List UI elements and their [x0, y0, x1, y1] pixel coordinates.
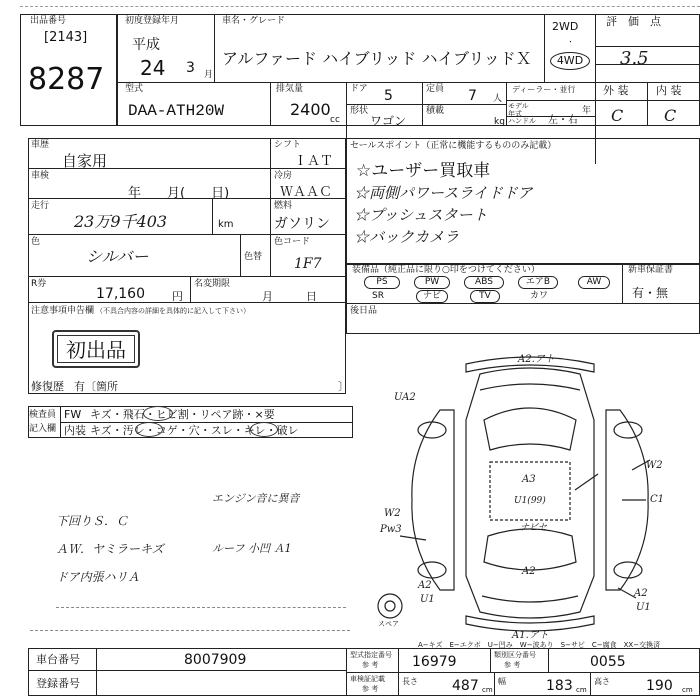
warranty-label: 新車保証書 — [628, 265, 674, 275]
mark-right-side: C1 — [650, 494, 665, 505]
reg-year: 24 — [140, 56, 166, 80]
ac-label: 冷房 — [274, 171, 293, 181]
remark-aw-mirror: ＡＷ．ヤミラーキズ — [56, 542, 164, 556]
mark-rear-a2: A2 — [522, 566, 536, 577]
drive-4wd — [550, 52, 590, 70]
class-sub: 参 考 — [504, 661, 521, 669]
year-unit: 年 — [582, 106, 592, 116]
score-label: 評 価 点 — [606, 15, 661, 28]
drive-4wd-text: 4WD — [556, 54, 584, 67]
first-listing-stamp — [52, 330, 140, 368]
kg-unit: kg — [494, 117, 505, 127]
equip-ps-text: PS — [376, 277, 388, 287]
remark-undercarriage: 下回りＳ．Ｃ — [56, 514, 129, 528]
notes-sub-label: （不具合内容の詳細を具体的に記入して下さい） — [96, 307, 250, 315]
drive-2wd: 2WD — [552, 20, 579, 33]
warranty: 有・無 — [632, 286, 669, 300]
displacement: 2400 — [290, 100, 331, 119]
equip-abs-text: ABS — [475, 277, 493, 287]
remark-door-trim: ドア内張ハリＡ — [56, 570, 140, 584]
height: 190 — [646, 678, 673, 694]
transfer-label: 名変期限 — [194, 279, 231, 289]
height-label: 高さ — [594, 677, 610, 686]
ext-prefix: FW — [64, 408, 82, 421]
load-label: 積載 — [426, 106, 445, 116]
aftermarket-label: 後日品 — [350, 306, 378, 316]
type-spec-sub: 参 考 — [362, 661, 379, 669]
color-code: 1F7 — [294, 256, 322, 272]
equip-pw — [414, 276, 450, 289]
cc-unit: cc — [330, 115, 340, 125]
recycle-label: R券 — [31, 279, 47, 289]
yen-unit: 円 — [172, 290, 183, 303]
repair-value: 有〔箇所 — [74, 380, 118, 393]
era: 平成 — [132, 37, 160, 53]
car-body-outline — [466, 368, 594, 618]
repair-close: 〕 — [338, 380, 349, 393]
wheel-front-left — [418, 422, 446, 438]
lot-label: 出品番号 — [30, 16, 67, 26]
exterior-label: 外 装 — [603, 84, 629, 97]
sales-point-2: ☆プッシュスタート — [354, 206, 488, 224]
equipment-label: 装備品（純正品に限り○印をつけてください） — [352, 265, 540, 275]
type-spec: 16979 — [412, 654, 457, 670]
km-unit: km — [218, 219, 234, 230]
class-number: 0055 — [590, 654, 626, 670]
handle: 左・右 — [548, 115, 578, 126]
transfer-date: 月 日 — [262, 290, 317, 303]
width-unit: cm — [576, 686, 587, 694]
shift-label: シフト — [274, 140, 302, 150]
mark-navi: ナビセ — [520, 523, 548, 533]
mark-rear-right-u1: U1 — [636, 602, 651, 613]
sales-point-1: ☆両側パワースライドドア — [354, 184, 533, 202]
equip-ps — [364, 276, 400, 289]
fuel: ガソリン — [274, 216, 330, 232]
model-label: 型式 — [125, 84, 144, 94]
mark-rear-right-a2: A2 — [634, 588, 648, 599]
spare-label: スペア — [378, 620, 399, 628]
ext-items: キズ・飛石・ヒビ割・リペア跡・×要 — [90, 408, 275, 421]
class-label: 類別区分番号 — [494, 651, 536, 659]
model-code: DAA-ATH20W — [128, 102, 225, 120]
sales-point-3: ☆バックカメラ — [354, 228, 460, 246]
first-reg-label: 初度登録年月 — [125, 16, 180, 26]
equip-navi-text: ナビ — [422, 291, 441, 301]
equip-airbag-text: エアB — [525, 277, 551, 287]
length-label: 長さ — [402, 677, 418, 686]
sales-label: セールスポイント（正常に機能するもののみ記載） — [350, 141, 557, 151]
car-hood — [480, 384, 580, 390]
equip-tv-text: TV — [479, 291, 491, 301]
capacity: 7 — [468, 88, 477, 104]
car-name: アルファード ハイブリッド ハイブリッドＸ — [222, 49, 532, 68]
mark-roof-a3: A3 — [522, 474, 536, 485]
remark-roof: ルーフ 小凹 Ａ1 — [212, 542, 292, 555]
reg-no-label: 登録番号 — [36, 677, 80, 690]
dealer-label: ディーラー・並行 — [512, 85, 576, 94]
lot-number: 8287 — [28, 62, 105, 97]
mark-front-bumper: A2.アト — [518, 354, 555, 365]
width: 183 — [546, 678, 573, 694]
spare-tire — [378, 594, 402, 618]
chassis-label: 車台番号 — [36, 653, 80, 666]
type-spec-label: 型式指定番号 — [350, 651, 392, 659]
month-unit: 月 — [204, 70, 214, 80]
score: 3.5 — [620, 48, 649, 69]
circle-sure — [250, 422, 278, 437]
damage-legend: A−キズ E−エクボ U−凹み W−波あり S−サビ C−腐食 XX−交換済 — [418, 641, 661, 649]
equip-sr: SR — [372, 291, 384, 301]
person-unit: 人 — [493, 94, 503, 104]
int-prefix: 内装 — [64, 424, 86, 437]
ac: ＷＡＡＣ — [280, 185, 333, 200]
equip-abs — [464, 276, 504, 289]
equip-navi — [416, 290, 448, 303]
displacement-label: 排気量 — [276, 84, 304, 94]
color-change-label: 色替 — [244, 252, 263, 262]
width-label: 幅 — [498, 677, 506, 686]
doors: 5 — [384, 88, 393, 104]
handle-label: ハンドル — [508, 117, 536, 125]
length: 487 — [452, 678, 479, 694]
size-sub: 参 考 — [362, 685, 379, 693]
auction-sheet: 出品番号 [2143] 8287 初度登録年月 平成 24 3 月 車名・グレード アルファード ハイブリッド ハイブリッドＸ 2WD ・ 4WD 評 価 点 3.5 外 装 内 装 C C 型式 DAA-ATH20W 排気量 2400 cc ドア 5 定員 7 人 形状 ワゴン 積載 kg ディーラー・並行 モデル年式 年 ハンドル 左・右 車歴 自家用 車検 年 月( 日) 走行 23万9千403 km 色 シルバー 色替 シフト ＩＡＴ 冷房 ＷＡＡＣ 燃料 ガソリン 色コード 1F7 R券 17,160 円 名変期限 月 日 注意事項申告欄 （不具合内容の詳細を具体的に記入して下さい） 初出品 修復歴 有〔箇所 〕 セールスポイント（正常に機能するもののみ記載） ☆ユーザー買取車 ☆両側パワースライドドア ☆プッシュスタート ☆バックカメラ 装備品（純正品に限り○印をつけてください） 新車保証書 有・無 PS PW ABS エアB AW SR ナビ TV カワ 後日品 検査員 記入欄 FW キズ・飛石・ヒビ割・リペア跡・×要 内装 キズ・汚レ・コゲ・穴・スレ・キレ・破レ 下回りＳ．Ｃ ＡＷ．ヤミラーキズ ドア内張ハリＡ エンジン音に異音 ルーフ 小凹 Ａ1 A2.アト UA2 W2 C1 A3 U1(99) ナビセ W2 Pw3 A2 A2 U1 A2 U1 A1.アト スペア A−キズ E−エクボ U−凹み W−波あり S−サビ C−腐食 XX−交換済 車台番号 8007909 登録番号 型式指定番号 参 考 16979 類別区分番号 参 考 0055 車検証記載 参 考 長さ 487 cm 幅 183 cm 高さ 190 cm — [0, 0, 700, 700]
length-unit: cm — [482, 686, 493, 694]
aftermarket-box — [346, 304, 700, 334]
equip-leather: カワ — [530, 291, 549, 301]
int-items: キズ・汚レ・コゲ・穴・スレ・キレ・破レ — [90, 424, 299, 437]
usage-label: 車歴 — [31, 140, 50, 150]
mark-front-left: UA2 — [394, 392, 416, 403]
equip-pw-text: PW — [424, 277, 440, 287]
circle-kitanai — [135, 422, 163, 437]
car-name-label: 車名・グレード — [222, 16, 286, 26]
mark-left-pw3: Pw3 — [380, 524, 402, 535]
color: シルバー — [86, 247, 149, 266]
mileage: 23万9千403 — [74, 212, 168, 231]
interior-grade: C — [664, 106, 677, 125]
repair-label: 修復歴 — [31, 380, 64, 393]
color-code-label: 色コード — [274, 237, 311, 247]
shape: ワゴン — [370, 114, 407, 128]
stamp-text: 初出品 — [57, 335, 135, 363]
size-label: 車検証記載 — [350, 675, 385, 683]
car-rear-window — [484, 529, 576, 570]
inspection-value: 年 月( 日) — [128, 186, 230, 201]
model-year-label: モデル年式 — [508, 102, 529, 118]
fuel-label: 燃料 — [274, 201, 293, 211]
stock-number: [2143] — [44, 30, 88, 45]
equip-tv — [470, 290, 500, 303]
car-windshield — [484, 408, 576, 450]
interior-label: 内 装 — [656, 84, 682, 97]
wheel-rear-right — [614, 562, 642, 578]
equip-aw-text: AW — [586, 277, 602, 287]
remark-engine: エンジン音に異音 — [212, 492, 300, 505]
shift: ＩＡＴ — [294, 154, 334, 169]
exterior-grade: C — [611, 106, 624, 125]
inspection-label: 車検 — [31, 171, 50, 181]
chassis-number: 8007909 — [184, 652, 247, 668]
mark-rear-bumper: A1.アト — [512, 630, 549, 641]
reg-month: 3 — [186, 60, 195, 76]
inspector-label-1: 検査員 — [29, 410, 57, 420]
mileage-label: 走行 — [31, 201, 50, 211]
wheel-rear-left — [418, 562, 446, 578]
car-left-side — [412, 410, 454, 590]
mark-left-w2: W2 — [384, 508, 401, 519]
inspector-label-2: 記入欄 — [29, 424, 57, 434]
recycle-fee: 17,160 — [96, 286, 145, 302]
mark-roof-u1: U1(99) — [514, 496, 546, 506]
height-unit: cm — [682, 686, 693, 694]
color-label: 色 — [31, 237, 41, 247]
car-trunk — [482, 596, 578, 602]
circle-tobi — [143, 406, 173, 421]
equip-airbag — [518, 276, 558, 289]
shape-label: 形状 — [350, 106, 369, 116]
equip-aw — [578, 276, 610, 289]
mark-rear-left-a2: A2 — [418, 580, 432, 591]
car-roof — [490, 462, 570, 520]
wheel-front-right — [614, 422, 642, 438]
sales-headline: ☆ユーザー買取車 — [356, 161, 491, 181]
notes-label: 注意事項申告欄 — [31, 306, 95, 316]
mark-rear-left-u1: U1 — [420, 594, 435, 605]
mark-right-front: W2 — [646, 460, 663, 471]
usage: 自家用 — [62, 152, 108, 170]
capacity-label: 定員 — [426, 84, 445, 94]
doors-label: ドア — [350, 84, 368, 94]
